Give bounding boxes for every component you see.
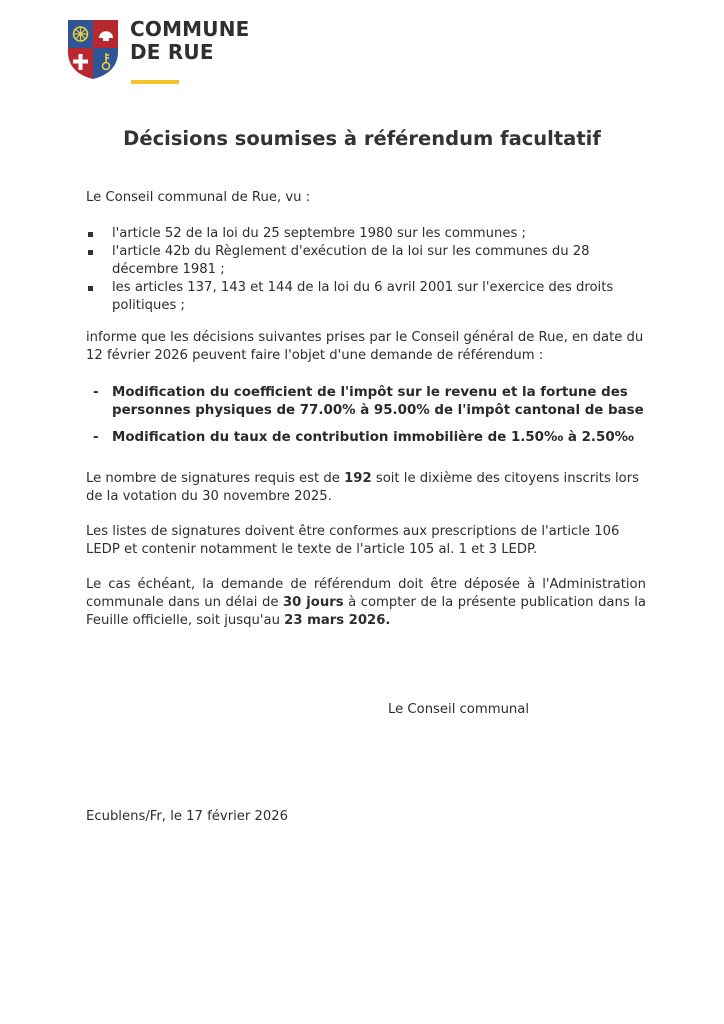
legal-basis-item: l'article 52 de la loi du 25 septembre 1980 sur les communes ;	[86, 225, 646, 243]
brand-line-1: COMMUNE	[130, 17, 250, 41]
legal-basis-item: l'article 42b du Règlement d'exécution de la loi sur les communes du 28 décembre 1981 ;	[86, 243, 646, 279]
signatures-requirement: Le nombre de signatures requis est de 192 soit le dixième des citoyens inscrits lors de la votation du 30 novembre 2025.	[86, 471, 640, 504]
document-title: Décisions soumises à référendum facultatif	[123, 127, 601, 150]
decision-item: - Modification du taux de contribution immobilière de 1.50‰ à 2.50‰	[86, 429, 646, 447]
signatory: Le Conseil communal	[388, 702, 530, 717]
decision-item: - Modification du coefficient de l'impôt sur le revenu et la fortune des personnes physiques de 77.00% à 95.00% de l'impôt cantonal de base	[86, 384, 646, 420]
signature-count: 192	[344, 471, 372, 486]
inform-text: informe que les décisions suivantes prises par le Conseil général de Rue, en date du 12 février 2026 peuvent faire l'objet d'une demande de référendum :	[86, 330, 644, 363]
deadline-date: 23 mars 2026.	[284, 613, 391, 628]
place-date: Ecublens/Fr, le 17 février 2026	[86, 809, 289, 824]
coat-of-arms-icon	[66, 18, 120, 80]
legal-bases-list	[86, 225, 646, 315]
deadline-text: Le cas échéant, la demande de référendum doit être déposée à l'Administration communale dans un délai de 30 jours à compter de la présente publication dans la Feuille officielle, soit jusqu'au 23 mars 2026.	[86, 577, 647, 628]
letterhead	[66, 18, 250, 80]
brand-line-2: DE RUE	[130, 40, 214, 64]
brand-name	[130, 18, 250, 64]
intro-text: Le Conseil communal de Rue, vu :	[86, 190, 311, 205]
brand-accent-bar	[131, 80, 179, 84]
legal-basis-item: les articles 137, 143 et 144 de la loi du 6 avril 2001 sur l'exercice des droits politiques ;	[86, 279, 646, 315]
signature-lists-text: Les listes de signatures doivent être conformes aux prescriptions de l'article 106 LEDP et contenir notamment le texte de l'article 105 al. 1 et 3 LEDP.	[86, 524, 620, 557]
deadline-days: 30 jours	[282, 595, 344, 610]
decisions-list	[86, 384, 646, 456]
